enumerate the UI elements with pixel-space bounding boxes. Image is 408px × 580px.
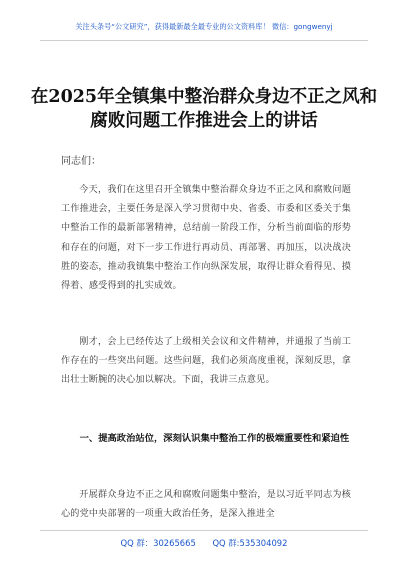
salutation: 同志们： — [61, 156, 101, 167]
header-divider — [40, 40, 368, 41]
footer-qq-group-2: QQ 群:535304092 — [212, 538, 288, 548]
header-notice: 关注头条号“公文研究”，获得最新最全最专业的公文资料库！ 微信：gongwenyj — [75, 22, 333, 31]
paragraph-opening: 今天，我们在这里召开全镇集中整治群众身边不正之风和腐败问题工作推进会，主要任务是深入学习贯彻中央、省委、市委和区委关于集中整治工作的最新部署精神，总结前一阶段工作，分析当前面临的形势和存在的问题，对下一步工作进行再动员、再部署、再加压，以决战决胜的姿态，推动我镇集中整治工作向纵深发展，取得让群众看得见、摸得着、感受得到的扎实成效。 — [61, 185, 351, 292]
footer-divider — [40, 530, 368, 531]
footer-qq-group-1: QQ 群：30265665 — [120, 538, 196, 548]
section-heading: 一、提高政治站位，深刻认识集中整治工作的极端重要性和紧迫性 — [79, 433, 350, 444]
paragraph-context: 刚才，会上已经传达了上级相关会议和文件精神，并通报了当前工作存在的一些突出问题。这些问题，我们必须高度重视，深刻反思，拿出壮士断腕的决心加以解决。下面，我讲三点意见。 — [61, 337, 351, 386]
document-title: 在2025年全镇集中整治群众身边不正之风和腐败问题工作推进会上的讲话 — [30, 87, 378, 131]
footer-contact — [0, 537, 408, 549]
paragraph-section-body: 开展群众身边不正之风和腐败问题集中整治，是以习近平同志为核心的党中央部署的一项重大政治任务，是深入推进全 — [61, 490, 351, 520]
